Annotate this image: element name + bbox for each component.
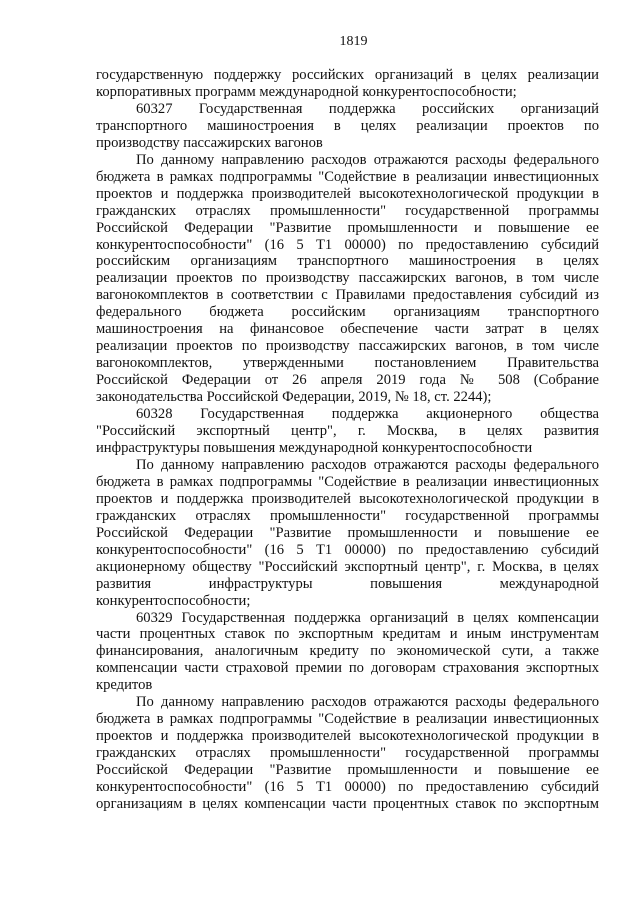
text-line: "Российский экспортный центр", г. Москва, в целях развития	[96, 423, 599, 440]
paragraph	[96, 457, 599, 610]
text-line: развития инфраструктуры повышения международной	[96, 575, 599, 592]
text-line: проектов и поддержка производителей высокотехнологической продукции в	[96, 490, 599, 507]
text-line: государственную поддержку российских организаций в целях реализации	[96, 67, 599, 83]
text-line: конкурентоспособности" (16 5 Т1 00000) по предоставлению субсидий	[96, 541, 599, 558]
text-line: транспортного машиностроения в целях реализации проектов по	[96, 117, 599, 134]
text-line: кредитов	[96, 677, 153, 694]
text-line: инфраструктуры повышения международной конкурентоспособности	[96, 439, 533, 456]
text-line: бюджета в рамках подпрограммы "Содействие в реализации инвестиционных	[96, 473, 599, 490]
text-line: российским организациям транспортного машиностроения в целях	[96, 253, 599, 270]
page-number: 1819	[339, 34, 368, 49]
text-line: 60329 Государственная поддержка организаций в целях компенсации	[136, 609, 599, 626]
text-line: проектов и поддержка производителей высокотехнологической продукции в	[96, 728, 599, 745]
text-line: гражданских отраслях промышленности" государственной программы	[96, 507, 599, 524]
text-line: Российской Федерации "Развитие промышленности и повышение ее	[96, 762, 599, 779]
paragraph	[96, 152, 599, 406]
paragraph	[96, 406, 599, 457]
text-line: По данному направлению расходов отражаются расходы федерального	[136, 151, 599, 168]
text-line: акционерному обществу "Российский экспортный центр", г. Москва, в целях	[96, 558, 599, 575]
paragraph	[96, 610, 599, 695]
text-line: федерального бюджета российским организациям транспортного	[96, 304, 599, 321]
text-line: конкурентоспособности;	[96, 592, 251, 609]
text-line: вагонокомплектов в соответствии с Правилами предоставления субсидий из	[96, 287, 599, 304]
text-line: организациям в целях компенсации части процентных ставок по экспортным	[96, 795, 599, 812]
text-line: гражданских отраслях промышленности" государственной программы	[96, 745, 599, 762]
text-line: По данному направлению расходов отражаются расходы федерального	[136, 694, 599, 711]
document-page	[96, 34, 599, 813]
text-line: законодательства Российской Федерации, 2019, № 18, ст. 2244);	[96, 389, 492, 406]
text-line: части процентных ставок по экспортным кредитам и иным инструментам	[96, 626, 599, 643]
text-line: Российской Федерации "Развитие промышленности и повышение ее	[96, 524, 599, 541]
text-line: бюджета в рамках подпрограммы "Содействие в реализации инвестиционных	[96, 711, 599, 728]
text-line: проектов и поддержка производителей высокотехнологической продукции в	[96, 185, 599, 202]
text-line: бюджета в рамках подпрограммы "Содействие в реализации инвестиционных	[96, 168, 599, 185]
text-line: гражданских отраслях промышленности" государственной программы	[96, 202, 599, 219]
text-line: конкурентоспособности" (16 5 Т1 00000) по предоставлению субсидий	[96, 236, 599, 253]
text-line: Российской Федерации от 26 апреля 2019 года № 508 (Собрание	[96, 372, 599, 389]
text-line: вагонокомплектов, утвержденными постановлением Правительства	[96, 355, 599, 372]
text-line: реализации проектов по производству пассажирских вагонов, в том числе	[96, 338, 599, 355]
text-line: производству пассажирских вагонов	[96, 134, 323, 151]
text-line: финансирования, аналогичным кредиту по экономической сути, а также	[96, 643, 599, 660]
text-line: конкурентоспособности" (16 5 Т1 00000) по предоставлению субсидий	[96, 779, 599, 796]
text-line: реализации проектов по производству пассажирских вагонов, в том числе	[96, 270, 599, 287]
paragraph	[96, 101, 599, 152]
paragraph	[96, 694, 599, 813]
text-line: 60327 Государственная поддержка российских организаций	[136, 100, 599, 117]
text-line: компенсации части страховой премии по договорам страхования экспортных	[96, 660, 599, 677]
text-line: Российской Федерации "Развитие промышленности и повышение ее	[96, 219, 599, 236]
document-body	[96, 67, 599, 813]
text-line: 60328 Государственная поддержка акционерного общества	[136, 406, 599, 423]
text-line: корпоративных программ международной конкурентоспособности;	[96, 83, 517, 100]
text-line: машиностроения на финансовое обеспечение части затрат в целях	[96, 321, 599, 338]
text-line: По данному направлению расходов отражаются расходы федерального	[136, 456, 599, 473]
paragraph	[96, 67, 599, 101]
